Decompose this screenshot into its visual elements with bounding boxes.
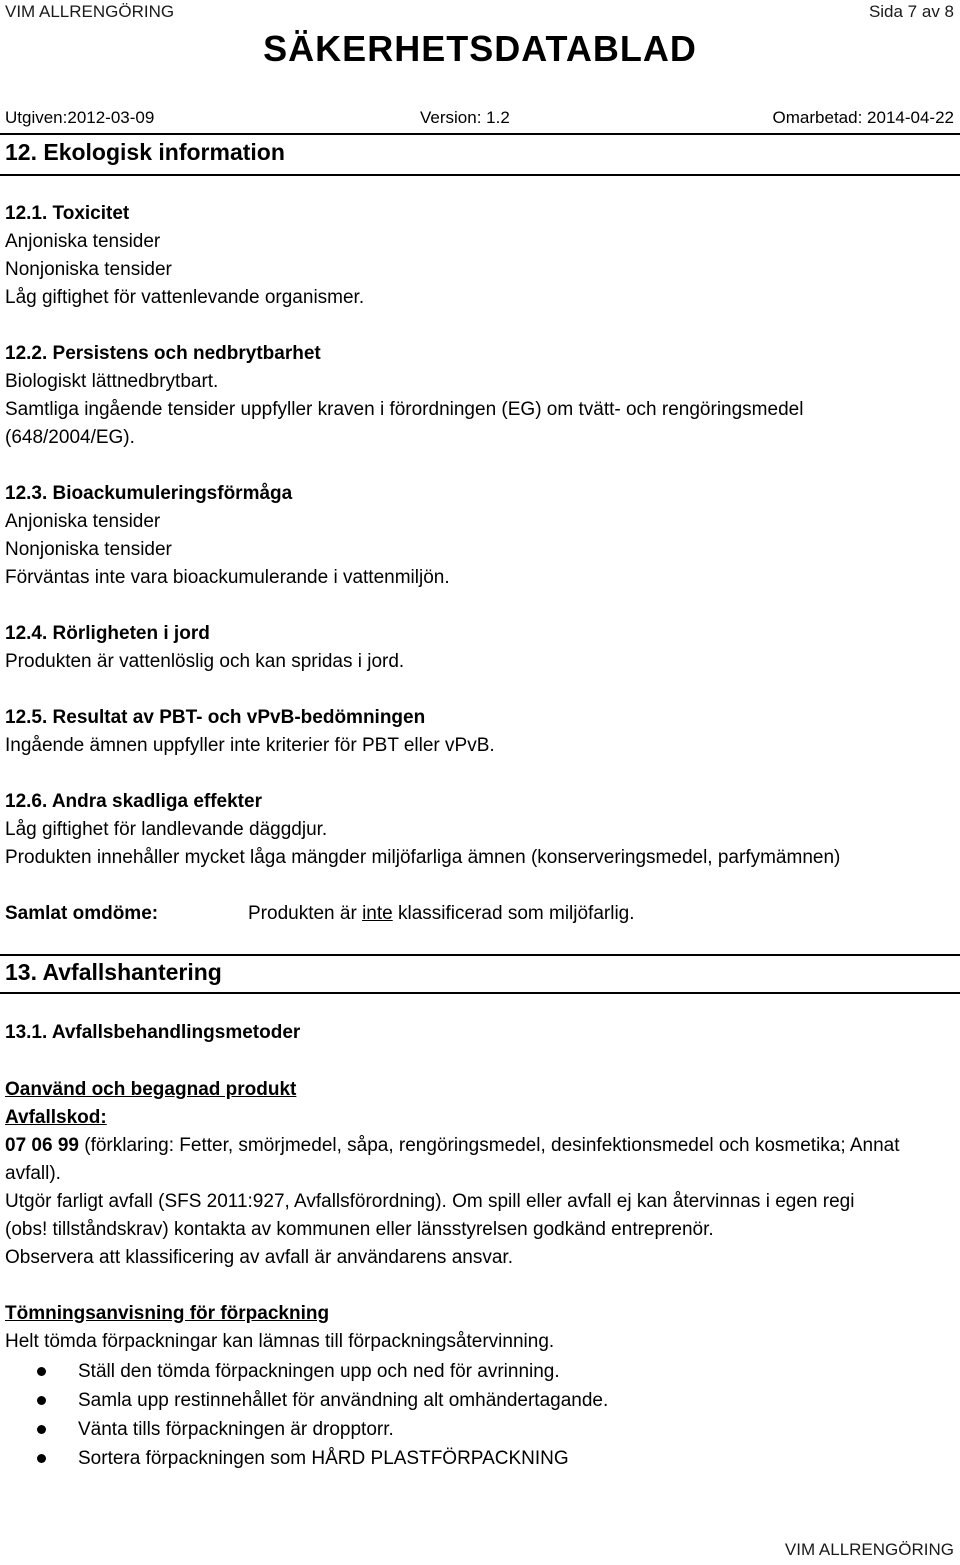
summary-label: Samlat omdöme: xyxy=(5,903,159,924)
list-item xyxy=(0,1444,608,1473)
s12-5-line: Ingående ämnen uppfyller inte kriterier för PBT eller vPvB. xyxy=(5,735,495,756)
bullet-icon xyxy=(37,1454,46,1463)
section-12-title: 12. Ekologisk information xyxy=(5,139,285,165)
s12-6-line: Produkten innehåller mycket låga mängder miljöfarliga ämnen (konserveringsmedel, parfymämnen) xyxy=(5,847,841,868)
list-item xyxy=(0,1415,608,1444)
header-divider xyxy=(0,133,960,135)
s12-1-line: Nonjoniska tensider xyxy=(5,259,172,280)
s12-4-line: Produkten är vattenlöslig och kan spridas i jord. xyxy=(5,651,405,672)
bullet-icon xyxy=(37,1396,46,1405)
waste-code: 07 06 99 xyxy=(5,1135,79,1156)
section-13-divider-top xyxy=(0,954,960,956)
footer-company: VIM ALLRENGÖRING xyxy=(784,1540,954,1559)
s13-line: (obs! tillståndskrav) kontakta av kommunen eller länsstyrelsen godkänd entreprenör. xyxy=(5,1219,714,1240)
summary-post: klassificerad som miljöfarlig. xyxy=(392,903,635,924)
summary-pre: Produkten är xyxy=(248,903,363,924)
s13-line: Observera att klassificering av avfall är användarens ansvar. xyxy=(5,1247,513,1268)
waste-code-line xyxy=(5,1132,900,1160)
s12-1-line: Låg giftighet för vattenlevande organismer. xyxy=(5,287,365,308)
section-13-title: 13. Avfallshantering xyxy=(5,959,222,985)
list-item-text: Vänta tills förpackningen är dropptorr. xyxy=(78,1419,394,1440)
list-item-text: Sortera förpackningen som HÅRD PLASTFÖRPACKNING xyxy=(78,1448,569,1469)
header-meta xyxy=(5,108,954,130)
s12-4-title: 12.4. Rörligheten i jord xyxy=(5,623,210,644)
s12-6-line: Låg giftighet för landlevande däggdjur. xyxy=(5,819,328,840)
header-company: VIM ALLRENGÖRING xyxy=(5,2,175,21)
document-title: SÄKERHETSDATABLAD xyxy=(263,28,697,69)
s12-3-title: 12.3. Bioackumuleringsförmåga xyxy=(5,483,293,504)
s12-2-line: Samtliga ingående tensider uppfyller kraven i förordningen (EG) om tvätt- och rengöringsmedel xyxy=(5,399,804,420)
s12-3-line: Nonjoniska tensider xyxy=(5,539,172,560)
s12-3-line: Förväntas inte vara bioackumulerande i vattenmiljön. xyxy=(5,567,450,588)
s12-2-line: (648/2004/EG). xyxy=(5,427,135,448)
header-page-number: Sida 7 av 8 xyxy=(868,2,954,21)
issued-date: Utgiven:2012-03-09 xyxy=(5,108,155,127)
list-item-text: Ställ den tömda förpackningen upp och ned för avrinning. xyxy=(78,1361,560,1382)
waste-code-description-cont: avfall). xyxy=(5,1163,61,1184)
emptying-intro: Helt tömda förpackningar kan lämnas till förpackningsåtervinning. xyxy=(5,1331,555,1352)
s12-1-title: 12.1. Toxicitet xyxy=(5,203,130,224)
bullet-icon xyxy=(37,1367,46,1376)
version: Version: 1.2 xyxy=(420,108,510,127)
emptying-instructions-list xyxy=(0,1357,608,1473)
s13-line: Utgör farligt avfall (SFS 2011:927, Avfallsförordning). Om spill eller avfall ej kan återvinnas i egen regi xyxy=(5,1191,855,1212)
unused-product-heading: Oanvänd och begagnad produkt xyxy=(5,1079,297,1100)
list-item xyxy=(0,1357,608,1386)
revised-date: Omarbetad: 2014-04-22 xyxy=(772,108,954,127)
emptying-heading: Tömningsanvisning för förpackning xyxy=(5,1303,330,1324)
s12-1-line: Anjoniska tensider xyxy=(5,231,161,252)
s12-6-title: 12.6. Andra skadliga effekter xyxy=(5,791,262,812)
section-13-divider xyxy=(0,992,960,994)
waste-code-description: (förklaring: Fetter, smörjmedel, såpa, rengöringsmedel, desinfektionsmedel och kosmetika; Annat xyxy=(78,1135,900,1156)
waste-code-label: Avfallskod: xyxy=(5,1107,107,1128)
s13-1-title: 13.1. Avfallsbehandlingsmetoder xyxy=(5,1022,301,1043)
list-item-text: Samla upp restinnehållet för användning alt omhändertagande. xyxy=(78,1390,609,1411)
summary-emphasis: inte xyxy=(362,903,393,924)
s12-2-line: Biologiskt lättnedbrytbart. xyxy=(5,371,219,392)
bullet-icon xyxy=(37,1425,46,1434)
s12-2-title: 12.2. Persistens och nedbrytbarhet xyxy=(5,343,321,364)
list-item xyxy=(0,1386,608,1415)
s12-3-line: Anjoniska tensider xyxy=(5,511,161,532)
summary-value xyxy=(248,900,635,928)
section-12-divider xyxy=(0,174,960,176)
s12-5-title: 12.5. Resultat av PBT- och vPvB-bedömningen xyxy=(5,707,426,728)
